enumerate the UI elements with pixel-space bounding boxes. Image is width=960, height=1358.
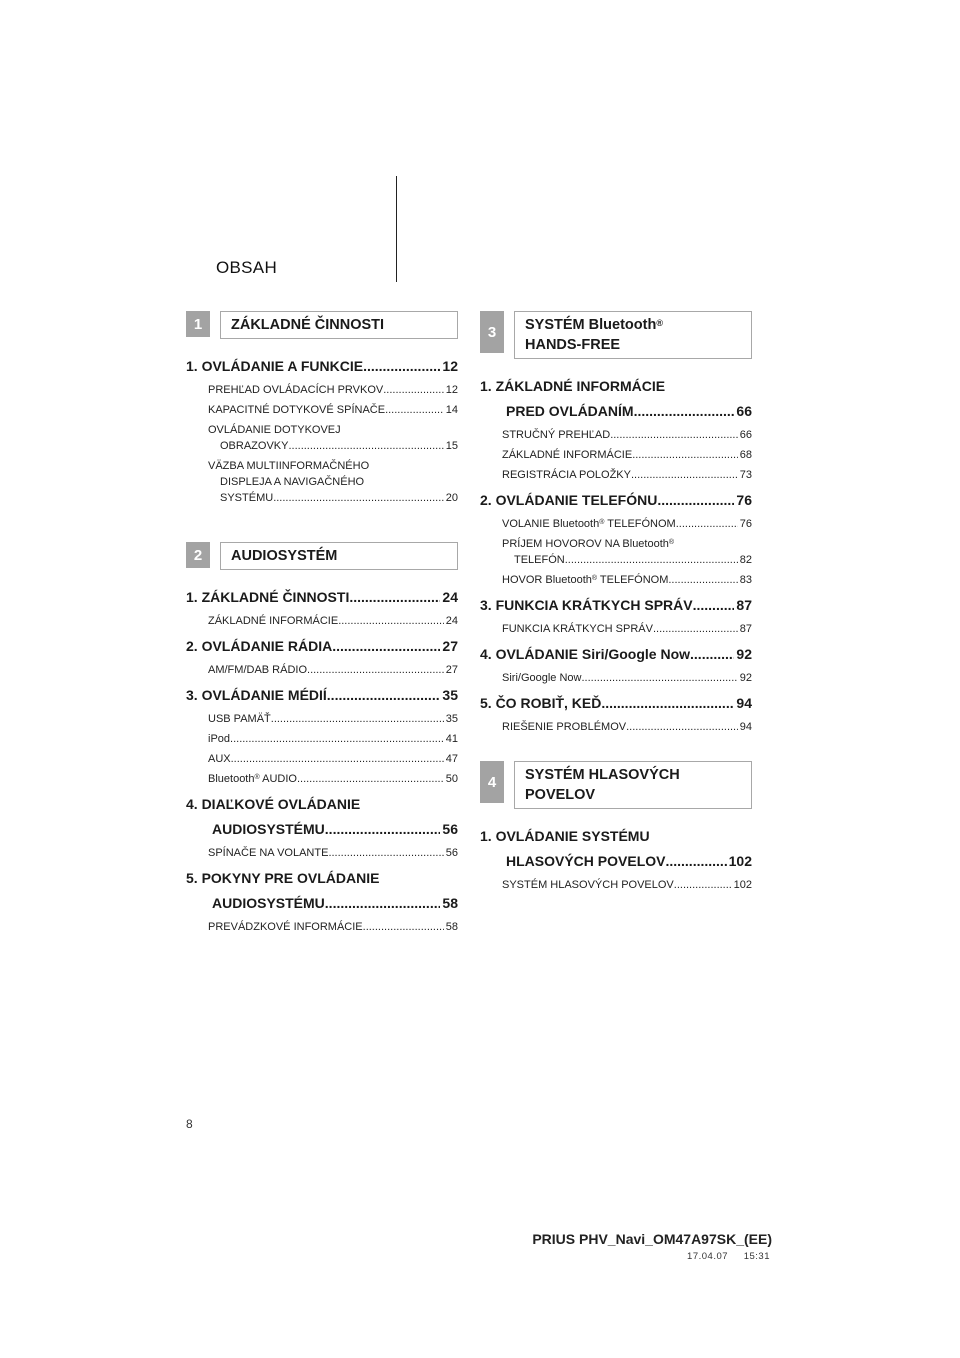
leader-dots [383, 382, 444, 398]
leader-dots [332, 637, 440, 656]
sub-entry [480, 877, 752, 893]
page-ref: 56 [445, 847, 458, 859]
page-ref: 87 [736, 597, 752, 613]
leader-dots [363, 919, 444, 935]
page-ref: 76 [739, 518, 752, 530]
sub-line [208, 382, 458, 398]
page-ref: 68 [739, 449, 752, 461]
sub-line [208, 422, 458, 438]
sub-title: ZÁKLADNÉ INFORMÁCIE [208, 615, 339, 627]
chapter-list [186, 357, 458, 506]
sub-title: VÄZBA MULTIINFORMAČNÉHO [208, 460, 370, 472]
page-ref: 83 [739, 574, 752, 586]
leader-dots [338, 613, 444, 629]
chapter-title: 4. OVLÁDANIE Siri/Google Now [480, 646, 691, 662]
chapter-line [186, 795, 458, 814]
chapter-entry [480, 491, 752, 510]
sub-entry [186, 422, 458, 454]
sub-title: Bluetooth® AUDIO [208, 773, 297, 785]
chapter-line [480, 645, 752, 664]
leader-dots [385, 402, 444, 418]
sub-entry [480, 719, 752, 735]
leader-dots [631, 467, 738, 483]
page-ref: 58 [442, 895, 458, 911]
sub-entry [186, 845, 458, 861]
leader-dots [349, 588, 440, 607]
chapter-entry [186, 637, 458, 656]
leader-dots [676, 516, 738, 532]
sub-entry [186, 919, 458, 935]
chapter-line [186, 686, 458, 705]
sub-line [502, 621, 752, 637]
page-ref: 94 [736, 695, 752, 711]
leader-dots [327, 686, 441, 705]
page-ref: 92 [736, 646, 752, 662]
sub-line [208, 751, 458, 767]
chapter [186, 588, 458, 629]
chapter [480, 827, 752, 893]
chapter-entry [480, 596, 752, 615]
leader-dots [288, 438, 443, 454]
page-ref: 73 [739, 469, 752, 481]
chapter-title: 2. OVLÁDANIE RÁDIA [186, 638, 333, 654]
section-2 [186, 542, 458, 935]
chapter-line [186, 894, 458, 913]
header-divider-line [396, 176, 397, 282]
section-number: 2 [186, 542, 210, 568]
chapter-list [186, 588, 458, 935]
page-ref: 92 [739, 672, 752, 684]
sub-line [208, 919, 458, 935]
section-3 [480, 311, 752, 735]
chapter-list [480, 827, 752, 893]
sub-title: USB PAMÄŤ [208, 713, 271, 725]
leader-dots [626, 719, 738, 735]
sub-title: DISPLEJA A NAVIGAČNÉHO [220, 476, 365, 488]
sub-title: Siri/Google Now [502, 672, 582, 684]
sub-line [502, 467, 752, 483]
sub-entry [480, 621, 752, 637]
chapter-line [186, 820, 458, 839]
page-ref: 58 [445, 921, 458, 933]
sub-title: OBRAZOVKY [220, 440, 289, 452]
page-ref: 102 [728, 853, 752, 869]
leader-dots [581, 670, 737, 686]
sub-title: PRÍJEM HOVOROV NA Bluetooth® [502, 538, 675, 550]
chapter-entry [186, 686, 458, 705]
leader-dots [665, 852, 726, 871]
sub-line [208, 771, 458, 787]
chapter [480, 645, 752, 686]
chapter-line [480, 491, 752, 510]
chapter [186, 357, 458, 506]
sub-entry [480, 427, 752, 443]
page-ref: 24 [445, 615, 458, 627]
toc-left-column [186, 311, 458, 943]
sub-line [208, 711, 458, 727]
document-id: PRIUS PHV_Navi_OM47A97SK_(EE) [532, 1231, 772, 1247]
chapter-title: 1. OVLÁDANIE A FUNKCIE [186, 358, 364, 374]
chapter-line [480, 596, 752, 615]
section-title: ZÁKLADNÉ ČINNOSTI [220, 311, 458, 339]
chapter-line [480, 694, 752, 713]
leader-dots [231, 751, 444, 767]
chapter-title: AUDIOSYSTÉMU [212, 895, 325, 911]
chapter-title: PRED OVLÁDANÍM [506, 403, 634, 419]
sub-line [502, 572, 752, 588]
sub-title: ZÁKLADNÉ INFORMÁCIE [502, 449, 633, 461]
section-header [186, 311, 458, 339]
sub-entry [186, 382, 458, 398]
leader-dots [325, 820, 441, 839]
sub-title: HOVOR Bluetooth® TELEFÓNOM [502, 574, 669, 586]
sub-entry [186, 751, 458, 767]
leader-dots [674, 877, 732, 893]
chapter [480, 694, 752, 735]
section-title [514, 761, 752, 809]
sub-entry [186, 731, 458, 747]
page-ref: 76 [736, 492, 752, 508]
section-number: 1 [186, 311, 210, 337]
leader-dots [690, 645, 734, 664]
page-ref: 56 [442, 821, 458, 837]
chapter-title: AUDIOSYSTÉMU [212, 821, 325, 837]
sub-entry [480, 572, 752, 588]
chapter-line [480, 827, 752, 846]
chapter [186, 869, 458, 935]
sub-entry [186, 402, 458, 418]
leader-dots [325, 894, 441, 913]
chapter-line [480, 852, 752, 871]
chapter-entry [480, 694, 752, 713]
sub-line [502, 427, 752, 443]
chapter-title: 3. FUNKCIA KRÁTKYCH SPRÁV [480, 597, 693, 613]
sub-line [502, 552, 752, 568]
section-title-line: SYSTÉM Bluetooth® [525, 317, 663, 333]
sub-line [502, 719, 752, 735]
page-ref: 94 [739, 721, 752, 733]
leader-dots [565, 552, 738, 568]
sub-line [502, 670, 752, 686]
sub-title: AM/FM/DAB RÁDIO [208, 664, 308, 676]
chapter [480, 491, 752, 588]
page-ref: 12 [445, 384, 458, 396]
page-ref: 12 [442, 358, 458, 374]
chapter-title: 1. OVLÁDANIE SYSTÉMU [480, 828, 650, 844]
chapter-entry [186, 357, 458, 376]
sub-line [502, 447, 752, 463]
page-ref: 15 [445, 440, 458, 452]
leader-dots [363, 357, 440, 376]
sub-title: SYSTÉMU [220, 492, 274, 504]
page-ref: 66 [739, 429, 752, 441]
chapter-entry [480, 377, 752, 421]
leader-dots [230, 731, 444, 747]
sub-entry [186, 458, 458, 506]
section-header [480, 761, 752, 809]
chapter-line [186, 357, 458, 376]
sub-line [208, 402, 458, 418]
sub-entry [186, 711, 458, 727]
page-ref: 20 [445, 492, 458, 504]
sub-line [208, 662, 458, 678]
sub-entry [186, 771, 458, 787]
page-ref: 41 [445, 733, 458, 745]
chapter-line [480, 377, 752, 396]
sub-line [502, 877, 752, 893]
page-ref: 102 [733, 879, 752, 891]
leader-dots [613, 694, 734, 713]
section-title-line: POVELOV [525, 787, 596, 803]
page-ref: 27 [442, 638, 458, 654]
sub-entry [480, 467, 752, 483]
chapter-title: 4. DIAĽKOVÉ OVLÁDANIE [186, 796, 361, 812]
sub-entry [480, 447, 752, 463]
chapter [186, 795, 458, 861]
leader-dots [657, 491, 734, 510]
sub-line [208, 474, 458, 490]
chapter-title: 3. OVLÁDANIE MÉDIÍ [186, 687, 327, 703]
sub-entry [186, 662, 458, 678]
sub-title: FUNKCIA KRÁTKYCH SPRÁV [502, 623, 653, 635]
leader-dots [307, 662, 444, 678]
page-number: 8 [186, 1117, 193, 1131]
section-header [186, 542, 458, 570]
sub-title: iPod [208, 733, 231, 745]
sub-line [208, 458, 458, 474]
chapter-list [480, 377, 752, 735]
print-timestamp: 17.04.07 15:31 [687, 1251, 770, 1262]
page-title: OBSAH [216, 258, 278, 277]
chapter-line [186, 869, 458, 888]
sub-title: AUX [208, 753, 231, 765]
section-1 [186, 311, 458, 506]
sub-title: STRUČNÝ PREHĽAD [502, 429, 611, 441]
leader-dots [668, 572, 737, 588]
sub-title: PREVÁDZKOVÉ INFORMÁCIE [208, 921, 363, 933]
sub-entry [186, 613, 458, 629]
page-ref: 14 [445, 404, 458, 416]
chapter-title: 1. ZÁKLADNÉ INFORMÁCIE [480, 378, 666, 394]
sub-title: VOLANIE Bluetooth® TELEFÓNOM [502, 518, 676, 530]
chapter-entry [186, 795, 458, 839]
chapter [480, 596, 752, 637]
chapter-line [186, 588, 458, 607]
sub-line [208, 438, 458, 454]
sub-title: OVLÁDANIE DOTYKOVEJ [208, 424, 341, 436]
sub-line [208, 731, 458, 747]
sub-title: SPÍNAČE NA VOLANTE [208, 847, 329, 859]
leader-dots [693, 596, 735, 615]
section-title-line: HANDS-FREE [525, 337, 621, 353]
chapter [480, 377, 752, 483]
page-ref: 24 [442, 589, 458, 605]
leader-dots [297, 771, 444, 787]
page-ref: 87 [739, 623, 752, 635]
page-ref: 35 [445, 713, 458, 725]
page-ref: 47 [445, 753, 458, 765]
leader-dots [328, 845, 443, 861]
chapter-entry [186, 869, 458, 913]
sub-line [208, 845, 458, 861]
chapter [186, 637, 458, 678]
leader-dots [632, 447, 738, 463]
leader-dots [271, 711, 444, 727]
sub-line [502, 536, 752, 552]
page-ref: 35 [442, 687, 458, 703]
section-number: 3 [480, 311, 504, 353]
sub-line [502, 516, 752, 532]
page-ref: 66 [736, 403, 752, 419]
sub-line [208, 490, 458, 506]
page-ref: 27 [445, 664, 458, 676]
leader-dots [610, 427, 738, 443]
sub-title: REGISTRÁCIA POLOŽKY [502, 469, 631, 481]
chapter-entry [480, 645, 752, 664]
chapter-line [480, 402, 752, 421]
sub-title: PREHĽAD OVLÁDACÍCH PRVKOV [208, 384, 384, 396]
sub-entry [480, 670, 752, 686]
leader-dots [634, 402, 735, 421]
section-title-line: SYSTÉM HLASOVÝCH [525, 767, 680, 783]
chapter-title: 2. OVLÁDANIE TELEFÓNU [480, 492, 658, 508]
sub-line [208, 613, 458, 629]
chapter-title: HLASOVÝCH POVELOV [506, 853, 666, 869]
section-title: AUDIOSYSTÉM [220, 542, 458, 570]
sub-title: RIEŠENIE PROBLÉMOV [502, 721, 627, 733]
chapter-title: 5. ČO ROBIŤ, KEĎ... [480, 695, 614, 711]
sub-title: SYSTÉM HLASOVÝCH POVELOV [502, 879, 674, 891]
toc-right-column [480, 311, 752, 901]
leader-dots [273, 490, 444, 506]
section-number: 4 [480, 761, 504, 803]
chapter [186, 686, 458, 787]
chapter-entry [186, 588, 458, 607]
chapter-line [186, 637, 458, 656]
page-ref: 50 [445, 773, 458, 785]
chapter-title: 1. ZÁKLADNÉ ČINNOSTI [186, 589, 350, 605]
sub-entry [480, 516, 752, 532]
chapter-title: 5. POKYNY PRE OVLÁDANIE [186, 870, 380, 886]
leader-dots [653, 621, 738, 637]
sub-entry [480, 536, 752, 568]
sub-title: KAPACITNÉ DOTYKOVÉ SPÍNAČE [208, 404, 386, 416]
section-header [480, 311, 752, 359]
page-ref: 82 [739, 554, 752, 566]
sub-title: TELEFÓN [514, 554, 565, 566]
chapter-entry [480, 827, 752, 871]
section-4 [480, 761, 752, 893]
section-title [514, 311, 752, 359]
